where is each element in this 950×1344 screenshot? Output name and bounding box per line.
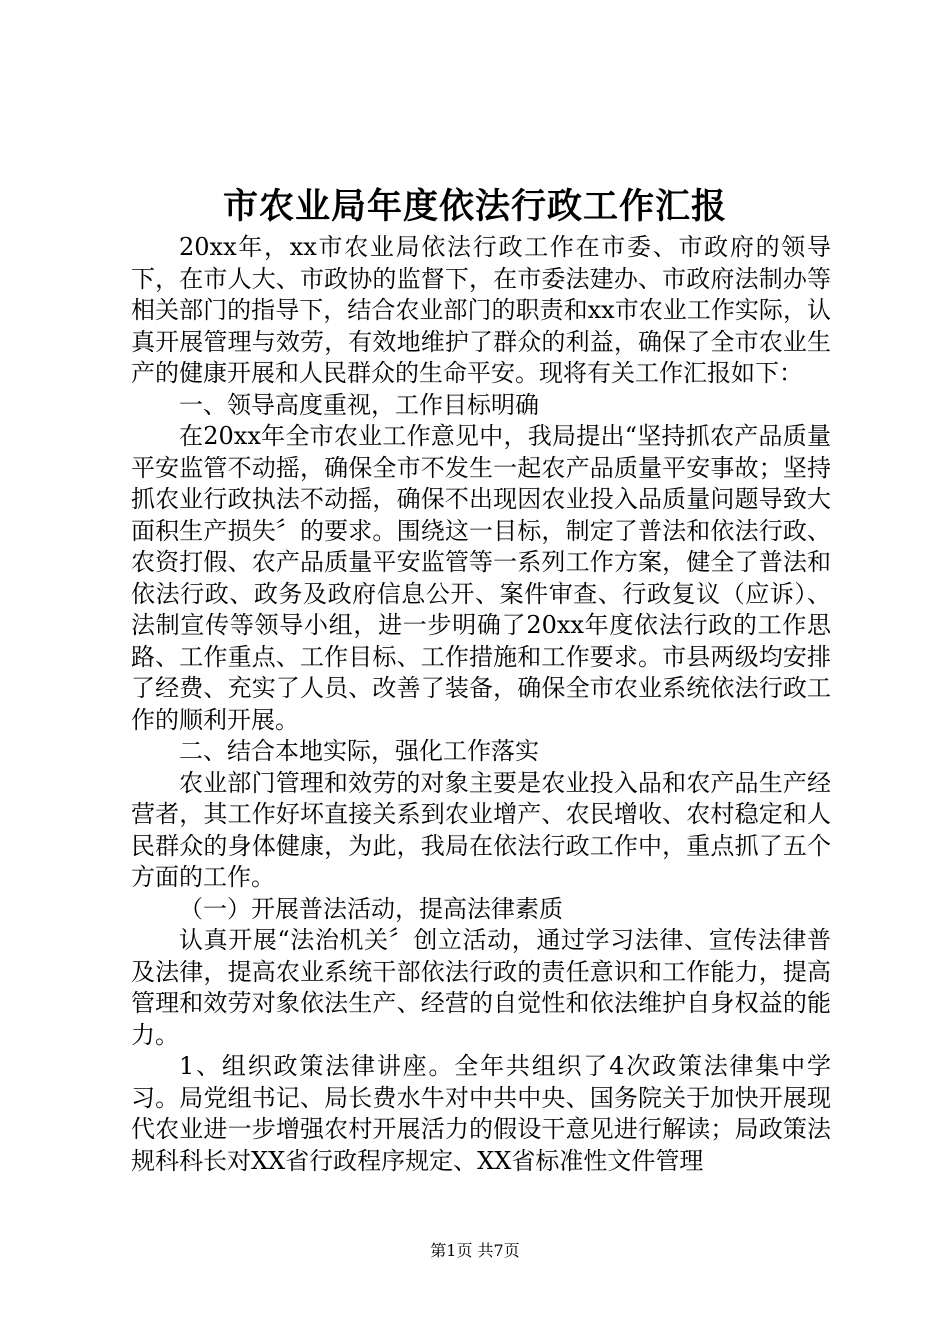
- section-heading-1: 一、领导高度重视，工作目标明确: [179, 390, 539, 419]
- document-title: 市农业局年度依法行政工作汇报: [222, 186, 727, 227]
- section-heading-2: 二、结合本地实际，强化工作落实: [179, 737, 539, 765]
- paragraph-subsection-1: 认真开展“法治机关〞创立活动，通过学习法律、宣传法律普及法律，提高农业系统干部依法行政的责任意识和工作能力，提高管理和效劳对象依法生产、经营的自觉性和依法维护自身权益的能力。: [131, 926, 831, 1049]
- paragraph-item-1: 1、组织政策法律讲座。全年共组织了4次政策法律集中学习。局党组书记、局长费水牛对中共中央、国务院关于加快开展现代农业进一步增强农村开展活力的假设干意见进行解读；局政策法规科科长对XX省行政程序规定、XX省标准性文件管理: [131, 1052, 831, 1175]
- document-body: [131, 232, 831, 1177]
- paragraph-section-2: 农业部门管理和效劳的对象主要是农业投入品和农产品生产经营者，其工作好坏直接关系到农业增产、农民增收、农村稳定和人民群众的身体健康，为此，我局在依法行政工作中，重点抓了五个方面的工作。: [131, 768, 831, 891]
- subsection-heading-1: （一）开展普法活动，提高法律素质: [179, 894, 563, 923]
- paragraph-intro: 20xx年，xx市农业局依法行政工作在市委、市政府的领导下，在市人大、市政协的监督下，在市委法建办、市政府法制办等相关部门的指导下，结合农业部门的职责和xx市农业工作实际，认真开展管理与效劳，有效地维护了群众的利益，确保了全市农业生产的健康开展和人民群众的生命平安。现将有关工作汇报如下：: [131, 233, 831, 387]
- paragraph-section-1: 在20xx年全市农业工作意见中，我局提出“坚持抓农产品质量平安监管不动摇，确保全市不发生一起农产品质量平安事故；坚持抓农业行政执法不动摇，确保不出现因农业投入品质量问题导致大面积生产损失〞的要求。围绕这一目标，制定了普法和依法行政、农资打假、农产品质量平安监管等一系列工作方案，健全了普法和依法行政、政务及政府信息公开、案件审查、行政复议（应诉）、法制宣传等领导小组，进一步明确了20xx年度依法行政的工作思路、工作重点、工作目标、工作措施和工作要求。市县两级均安排了经费、充实了人员、改善了装备，确保全市农业系统依法行政工作的顺利开展。: [131, 422, 831, 734]
- page-footer: 第1页 共7页: [430, 1241, 520, 1260]
